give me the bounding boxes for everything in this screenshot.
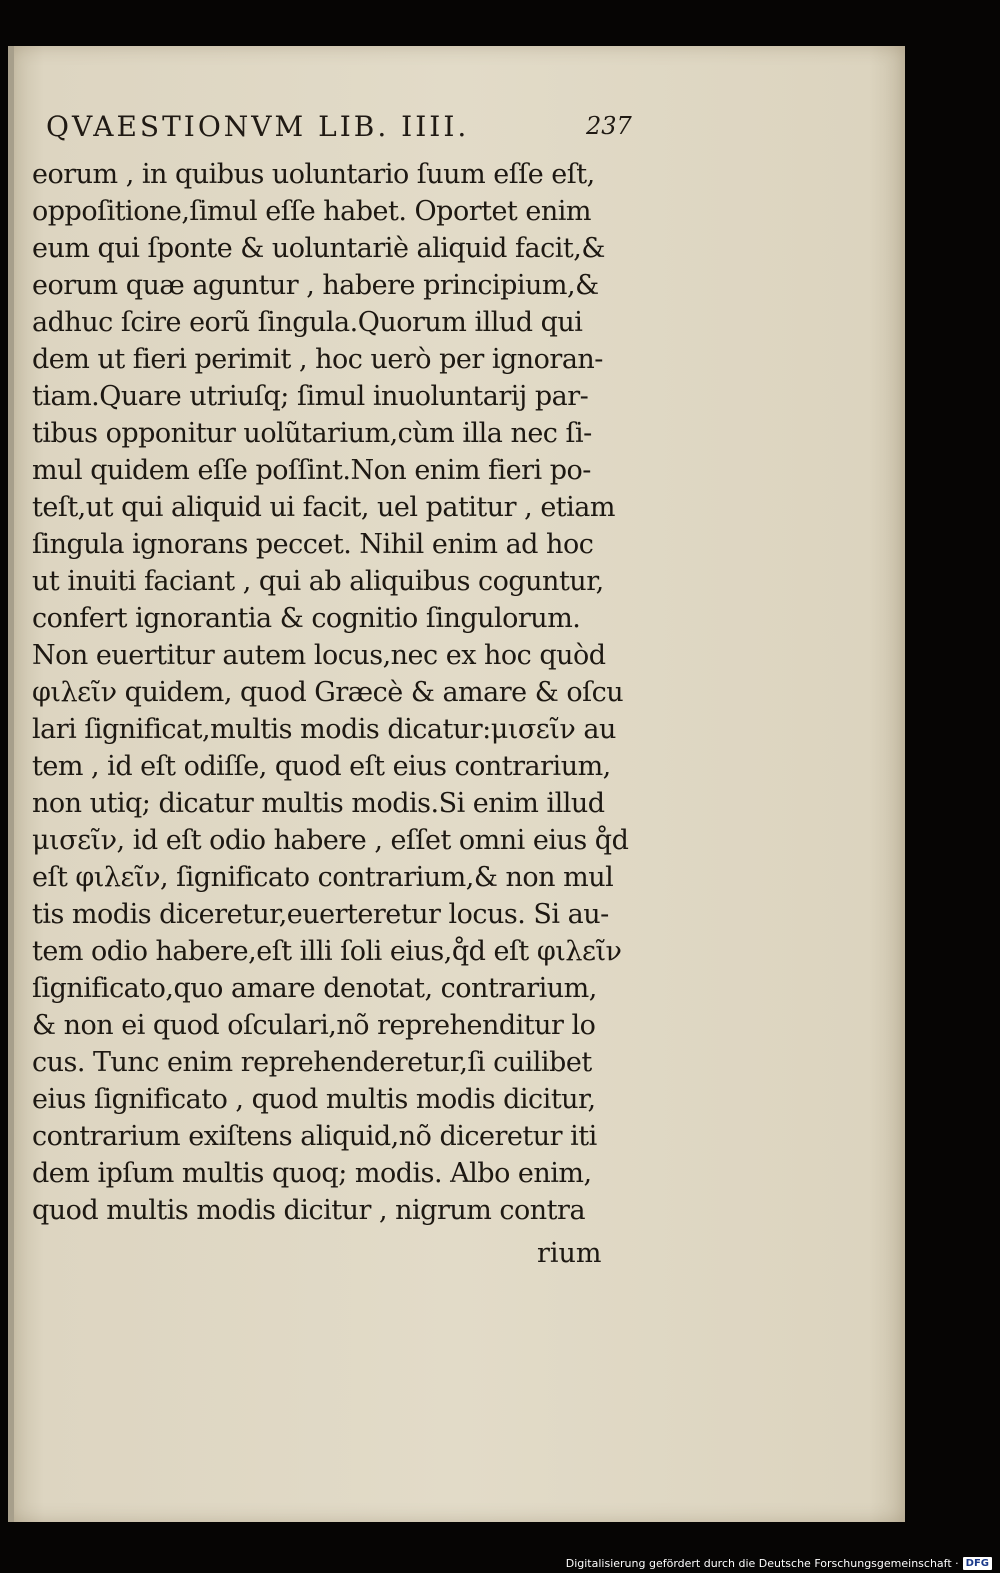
text-line: mul quidem eſſe poſſint.Non enim fieri po- (32, 455, 591, 486)
text-line: confert ignorantia & cognitio ſingulorum. (32, 603, 581, 634)
text-line: ſignificato,quo amare denotat, contrarium, (32, 973, 597, 1004)
page-header (46, 110, 646, 150)
catchword: rium (537, 1238, 602, 1269)
text-line: contrarium exiſtens aliquid,nõ diceretur iti (32, 1121, 597, 1152)
text-line: tem , id eſt odiſſe, quod eſt eius contrarium, (32, 751, 611, 782)
text-line: eſt φιλεῖν, ſignificato contrarium,& non mul (32, 862, 614, 893)
dfg-logo: DFG (963, 1557, 992, 1570)
text-line: tiam.Quare utriuſq; ſimul inuoluntarij par- (32, 381, 589, 412)
text-line: Non euertitur autem locus,nec ex hoc quòd (32, 640, 606, 671)
funding-credit: Digitalisierung gefördert durch die Deutsche Forschungsgemeinschaft · (565, 1556, 959, 1570)
text-line: teſt,ut qui aliquid ui facit, uel patitur , etiam (32, 492, 615, 523)
text-line: oppoſitione,ſimul eſſe habet. Oportet enim (32, 196, 591, 227)
folio-number: 237 (586, 112, 632, 140)
text-line: non utiq; dicatur multis modis.Si enim illud (32, 788, 605, 819)
page-edge (8, 46, 14, 1522)
text-line: adhuc ſcire eorũ ſingula.Quorum illud qui (32, 307, 583, 338)
digitization-footer (566, 1556, 992, 1570)
text-line: tis modis diceretur,euerteretur locus. Si au- (32, 899, 609, 930)
running-head: QVAESTIONVM LIB. IIII. (46, 110, 470, 143)
text-line: μισεῖν, id eſt odio habere , eſſet omni eius q̊d (32, 825, 629, 856)
text-line: ſingula ignorans peccet. Nihil enim ad hoc (32, 529, 594, 560)
text-line: eum qui ſponte & uoluntariè aliquid facit,& (32, 233, 605, 264)
text-line: dem ipſum multis quoq; modis. Albo enim, (32, 1158, 592, 1189)
text-line: cus. Tunc enim reprehenderetur,ſi cuilibet (32, 1047, 592, 1078)
text-line: φιλεῖν quidem, quod Græcè & amare & oſcu (32, 677, 624, 708)
text-line: dem ut fieri perimit , hoc uerò per ignoran- (32, 344, 603, 375)
text-line: eius ſignificato , quod multis modis dicitur, (32, 1084, 596, 1115)
text-line: lari ſignificat,multis modis dicatur:μισεῖν au (32, 714, 616, 745)
body-text (32, 156, 652, 1229)
text-line: & non ei quod oſculari,nõ reprehenditur lo (32, 1010, 596, 1041)
text-line: tem odio habere,eſt illi ſoli eius,q̊d eſt φιλεῖν (32, 936, 622, 967)
text-line: ut inuiti faciant , qui ab aliquibus coguntur, (32, 566, 604, 597)
text-line: eorum quæ aguntur , habere principium,& (32, 270, 599, 301)
text-line: eorum , in quibus uoluntario ſuum eſſe eſt, (32, 159, 595, 190)
text-line: quod multis modis dicitur , nigrum contra (32, 1195, 586, 1226)
text-line: tibus opponitur uolũtarium,cùm illa nec ſi- (32, 418, 592, 449)
